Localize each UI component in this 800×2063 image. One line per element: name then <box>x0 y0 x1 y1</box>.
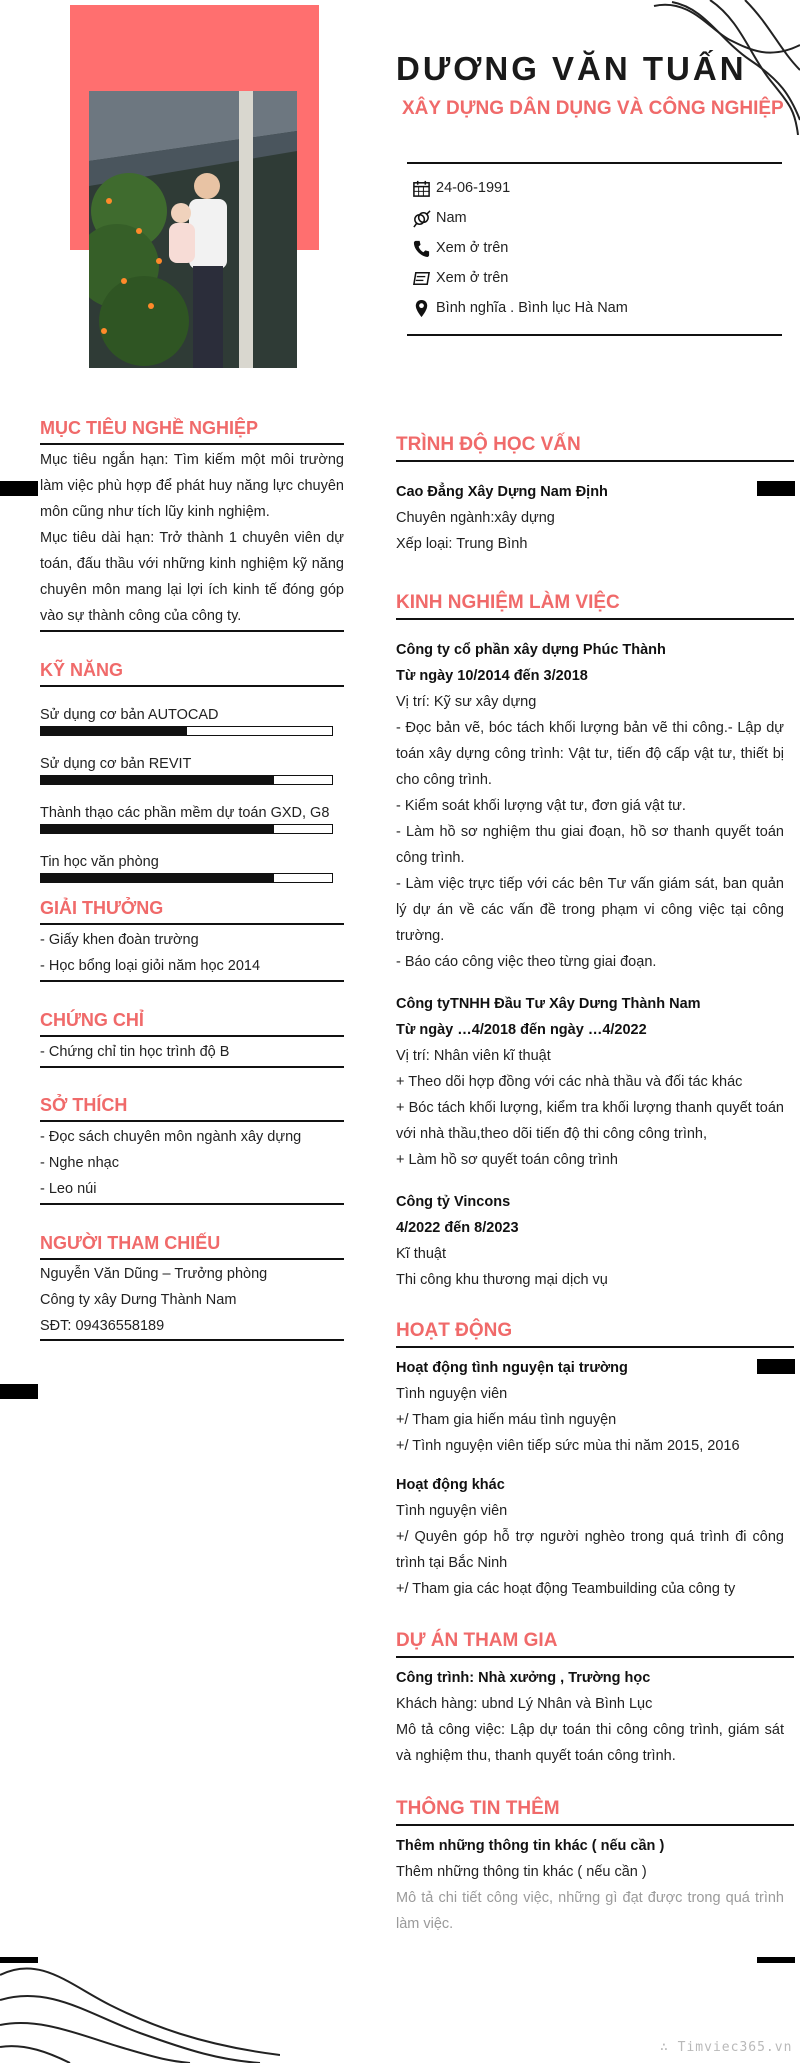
awards-list <box>40 927 344 979</box>
objective-title: MỤC TIÊU NGHỀ NGHIỆP <box>40 418 259 438</box>
certificates-divider-bottom <box>40 1066 344 1068</box>
info-divider-top <box>407 162 782 164</box>
hobbies-divider-bottom <box>40 1203 344 1205</box>
skills-title: KỸ NĂNG <box>40 660 124 680</box>
personal-info <box>412 173 792 323</box>
job-detail: - Đọc bản vẽ, bóc tách khối lượng bản vẽ thi công.- Lập dự toán xây dựng công trình: Vật tư, tiến độ cấp vật tư, thiết bị cho công trình. <box>396 720 784 788</box>
job-detail: - Làm hồ sơ nghiệm thu giai đoạn, hồ sơ thanh quyết toán công trình. <box>396 824 784 866</box>
email-row <box>412 263 792 293</box>
hobby-item: - Đọc sách chuyên môn ngành xây dựng <box>40 1129 302 1145</box>
experience-job <box>396 991 784 1173</box>
marker-block <box>0 481 38 496</box>
marker-block <box>757 1957 795 1963</box>
activity-name: Hoạt động khác <box>396 1477 505 1493</box>
activity-item <box>396 1355 784 1459</box>
job-detail: + Theo dõi hợp đồng với các nhà thầu và đối tác khác <box>396 1074 743 1090</box>
additional-placeholder: Mô tả chi tiết công việc, những gì đạt được trong quá trình làm việc. <box>396 1890 784 1932</box>
references-title: NGƯỜI THAM CHIẾU <box>40 1233 221 1253</box>
watermark-icon: ∴ <box>660 2040 678 2055</box>
project-client: Khách hàng: ubnd Lý Nhân và Bình Lục <box>396 1696 653 1712</box>
skill-bar-fill <box>41 727 187 735</box>
hobby-item: - Nghe nhạc <box>40 1155 119 1171</box>
activity-detail: +/ Quyên góp hỗ trợ người nghèo trong quá trình đi công trình tại Bắc Ninh <box>396 1529 784 1571</box>
activity-role: Tình nguyện viên <box>396 1386 508 1402</box>
education-content <box>396 479 784 557</box>
candidate-position: XÂY DỰNG DÂN DỤNG VÀ CÔNG NGHIỆP <box>402 98 784 119</box>
certificates-list <box>40 1039 344 1065</box>
additional-divider <box>396 1824 794 1826</box>
job-role: Vị trí: Kỹ sư xây dựng <box>396 694 537 710</box>
additional-content <box>396 1833 784 1937</box>
activity-detail: +/ Tình nguyện viên tiếp sức mùa thi năm 2015, 2016 <box>396 1438 740 1454</box>
awards-divider <box>40 923 344 925</box>
job-role: Kĩ thuật <box>396 1246 446 1262</box>
reference-item: SĐT: 09436558189 <box>40 1318 165 1334</box>
projects-divider <box>396 1656 794 1658</box>
references-divider-bottom <box>40 1339 344 1341</box>
skill-label: Tin học văn phòng <box>40 854 159 870</box>
education-title: TRÌNH ĐỘ HỌC VẤN <box>396 434 581 455</box>
job-detail: + Làm hồ sơ quyết toán công trình <box>396 1152 618 1168</box>
address-value: Bình nghĩa . Bình lục Hà Nam <box>436 300 628 316</box>
awards-divider-bottom <box>40 980 344 982</box>
calendar-icon <box>412 178 436 198</box>
hobby-item: - Leo núi <box>40 1181 97 1197</box>
reference-item: Công ty xây Dưng Thành Nam <box>40 1292 237 1308</box>
address-row <box>412 293 792 323</box>
watermark <box>660 2040 792 2055</box>
decorative-curves-bottom <box>0 1935 280 2063</box>
marker-block <box>757 481 795 496</box>
objective-text <box>40 447 344 629</box>
skills-divider <box>40 685 344 687</box>
skill-bar-fill <box>41 825 274 833</box>
certificates-title: CHỨNG CHỈ <box>40 1010 144 1030</box>
skill-label: Thành thạo các phần mềm dự toán GXD, G8 <box>40 805 330 821</box>
projects-title: DỰ ÁN THAM GIA <box>396 1630 558 1651</box>
award-item: - Giấy khen đoàn trường <box>40 932 199 948</box>
experience-divider <box>396 618 794 620</box>
map-pin-icon <box>412 298 436 318</box>
profile-photo <box>89 91 297 368</box>
gender-row <box>412 203 792 233</box>
skill-bar <box>40 726 333 736</box>
birthday-row <box>412 173 792 203</box>
activities-divider <box>396 1346 794 1348</box>
education-divider <box>396 460 794 462</box>
skill-bar-fill <box>41 874 274 882</box>
marker-block <box>0 1957 38 1963</box>
job-time: 4/2022 đến 8/2023 <box>396 1220 519 1236</box>
hobbies-title: SỞ THÍCH <box>40 1095 128 1115</box>
additional-heading: Thêm những thông tin khác ( nếu cần ) <box>396 1838 665 1854</box>
awards-title: GIẢI THƯỞNG <box>40 898 164 918</box>
education-grade: Xếp loại: Trung Bình <box>396 536 528 552</box>
activity-name: Hoạt động tình nguyện tại trường <box>396 1360 628 1376</box>
activity-detail: +/ Tham gia các hoạt động Teambuilding của công ty <box>396 1581 736 1597</box>
job-detail: - Làm việc trực tiếp với các bên Tư vấn giám sát, ban quản lý dự án về các vấn đề trong phạm vi công việc tại công trường. <box>396 876 784 944</box>
marker-block <box>757 1359 795 1374</box>
education-major: Chuyên ngành:xây dựng <box>396 510 555 526</box>
marker-block <box>0 1384 38 1399</box>
certificate-item: - Chứng chỉ tin học trình độ B <box>40 1044 230 1060</box>
reference-item: Nguyễn Văn Dũng – Trưởng phòng <box>40 1266 268 1282</box>
job-time: Từ ngày 10/2014 đến 3/2018 <box>396 668 588 684</box>
phone-icon <box>412 238 436 258</box>
additional-title: THÔNG TIN THÊM <box>396 1798 560 1819</box>
job-time: Từ ngày …4/2018 đến ngày …4/2022 <box>396 1022 647 1038</box>
award-item: - Học bổng loại giỏi năm học 2014 <box>40 958 261 974</box>
skill-bar <box>40 775 333 785</box>
skill-bar-fill <box>41 776 274 784</box>
references-list <box>40 1261 344 1339</box>
job-company: Công tyTNHH Đầu Tư Xây Dưng Thành Nam <box>396 996 701 1012</box>
project-name: Công trình: Nhà xưởng , Trường học <box>396 1670 651 1686</box>
phone-row <box>412 233 792 263</box>
job-role: Vị trí: Nhân viên kĩ thuật <box>396 1048 551 1064</box>
job-company: Công ty cổ phần xây dựng Phúc Thành <box>396 642 666 658</box>
objective-divider <box>40 443 344 445</box>
skill-label: Sử dụng cơ bản REVIT <box>40 756 192 772</box>
watermark-text: Timviec365.vn <box>677 2040 793 2055</box>
objective-divider-bottom <box>40 630 344 632</box>
skill-label: Sử dụng cơ bản AUTOCAD <box>40 707 219 723</box>
objective-short-term: Mục tiêu ngắn hạn: Tìm kiếm một môi trường làm việc phù hợp để phát huy năng lực chuyên môn cũng như tích lũy kinh nghiệm. <box>40 452 344 520</box>
job-detail: - Báo cáo công việc theo từng giai đoạn. <box>396 954 657 970</box>
gender-icon <box>412 208 436 228</box>
experience-job <box>396 637 784 975</box>
experience-job <box>396 1189 784 1293</box>
candidate-name: DƯƠNG VĂN TUẤN <box>396 50 747 87</box>
phone-value: Xem ở trên <box>436 240 509 256</box>
project-content <box>396 1665 784 1769</box>
job-company: Công tỷ Vincons <box>396 1194 511 1210</box>
job-detail: Thi công khu thương mại dịch vụ <box>396 1272 608 1288</box>
references-divider <box>40 1258 344 1260</box>
job-detail: + Bóc tách khối lượng, kiểm tra khối lượng thanh quyết toán với nhà thầu,theo dõi tiến độ thi công công trình, <box>396 1100 784 1142</box>
experience-title: KINH NGHIỆM LÀM VIỆC <box>396 592 620 613</box>
info-divider-bottom <box>407 334 782 336</box>
activities-title: HOẠT ĐỘNG <box>396 1320 513 1341</box>
certificates-divider <box>40 1035 344 1037</box>
additional-line: Thêm những thông tin khác ( nếu cần ) <box>396 1864 647 1880</box>
project-description: Mô tả công việc: Lập dự toán thi công công trình, giám sát và nghiệm thu, thanh quyết toán công trình. <box>396 1722 784 1764</box>
email-value: Xem ở trên <box>436 270 509 286</box>
email-icon <box>412 268 436 288</box>
gender-value: Nam <box>436 210 467 226</box>
hobbies-divider <box>40 1120 344 1122</box>
education-school: Cao Đẳng Xây Dựng Nam Định <box>396 484 608 500</box>
birthday-value: 24-06-1991 <box>436 180 511 196</box>
job-detail: - Kiểm soát khối lượng vật tư, đơn giá vật tư. <box>396 798 686 814</box>
objective-long-term: Mục tiêu dài hạn: Trở thành 1 chuyên viên dự toán, đấu thầu với những kinh nghiệm kỹ năng chuyên môn mang lại lợi ích kinh tế đóng góp vào sự thành công của công ty. <box>40 530 344 624</box>
activity-detail: +/ Tham gia hiến máu tình nguyện <box>396 1412 617 1428</box>
activity-item <box>396 1472 784 1602</box>
skill-bar <box>40 824 333 834</box>
activity-role: Tình nguyện viên <box>396 1503 508 1519</box>
skill-bar <box>40 873 333 883</box>
hobbies-list <box>40 1124 344 1202</box>
